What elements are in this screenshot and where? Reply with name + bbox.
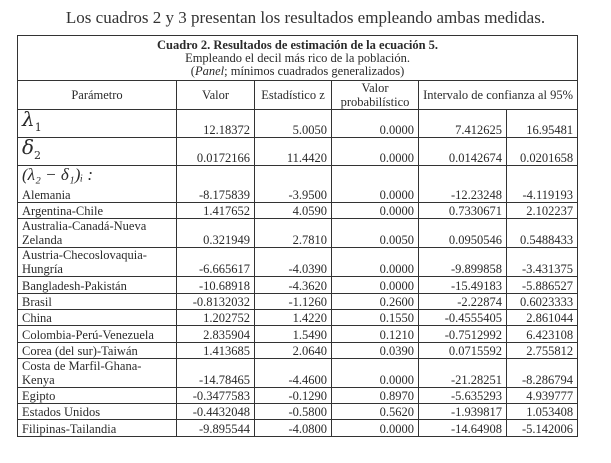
method-panel: Panel [194, 63, 225, 78]
cell-hi: 0.5488433 [507, 219, 578, 248]
cell-z: 2.7810 [255, 219, 332, 248]
cell-z: 4.0590 [255, 203, 332, 219]
table-row [18, 310, 578, 326]
country-name: Colombia-Perú-Venezuela [22, 328, 154, 342]
cell-valor: -6.665617 [177, 248, 255, 277]
header-param: Parámetro [18, 81, 177, 110]
cell-p: 0.0000 [332, 166, 419, 203]
country-name: Costa de Marfil-Ghana-Kenya [22, 359, 142, 387]
cell-z: -4.0390 [255, 248, 332, 277]
country-name: Egipto [22, 389, 56, 403]
cell-hi: -3.431375 [507, 248, 578, 277]
cell-z: -4.3620 [255, 277, 332, 294]
cell-valor: -9.895544 [177, 420, 255, 437]
header-prob: Valor probabilístico [332, 81, 419, 110]
cell-hi: 4.939777 [507, 388, 578, 404]
country-label [18, 310, 177, 326]
cell-lo: -0.7512992 [419, 326, 507, 343]
table-row [18, 166, 578, 203]
cell-z: -1.1260 [255, 294, 332, 310]
header-z: Estadístico z [255, 81, 332, 110]
cell-valor: -0.3477583 [177, 388, 255, 404]
cell-valor: 1.202752 [177, 310, 255, 326]
cell-valor: 2.835904 [177, 326, 255, 343]
table-row [18, 326, 578, 343]
cell-p: 0.0000 [332, 203, 419, 219]
table-caption-row [18, 36, 578, 81]
cell-p: 0.0000 [332, 110, 419, 138]
table-row [18, 219, 578, 248]
cell-valor: -8.175839 [177, 166, 255, 203]
cell-lo: -15.49183 [419, 277, 507, 294]
cell-lo: 0.7330671 [419, 203, 507, 219]
cell-p: 0.0000 [332, 420, 419, 437]
country-label [18, 277, 177, 294]
country-label [18, 326, 177, 343]
cell-hi: 0.6023333 [507, 294, 578, 310]
country-label [18, 294, 177, 310]
lambda-symbol: $\lambda_1$ [22, 109, 42, 134]
country-name: Australia-Canadá-Nueva Zelanda [22, 219, 147, 247]
table-subtitle: Empleando el decil más rico de la población. [185, 50, 410, 65]
country-name: Bangladesh-Pakistán [22, 279, 127, 293]
country-name: Austria-Checoslovaquia-Hungría [22, 248, 147, 276]
param-lambda1 [18, 110, 177, 138]
cell-valor: -14.78465 [177, 359, 255, 388]
cell-lo: -5.635293 [419, 388, 507, 404]
method-rest: ; mínimos cuadrados generalizados) [224, 63, 405, 78]
cell-p: 0.2600 [332, 294, 419, 310]
cell-hi: -5.142006 [507, 420, 578, 437]
country-name: Argentina-Chile [22, 204, 103, 218]
cell-p: 0.1210 [332, 326, 419, 343]
table-row [18, 343, 578, 359]
cell-lo: 7.412625 [419, 110, 507, 138]
country-label [18, 248, 177, 277]
cell-z: -0.1290 [255, 388, 332, 404]
cell-valor: 1.417652 [177, 203, 255, 219]
cell-hi: -5.886527 [507, 277, 578, 294]
header-valor: Valor [177, 81, 255, 110]
country-label [18, 343, 177, 359]
table-row [18, 248, 578, 277]
country-label [18, 219, 177, 248]
table-row [18, 203, 578, 219]
country-label [18, 203, 177, 219]
table-method [22, 65, 573, 78]
cell-lo: -14.64908 [419, 420, 507, 437]
group-symbol: (λ₂ − δ₁)ᵢ : [22, 165, 93, 184]
cell-hi: 1.053408 [507, 404, 578, 420]
country-label [18, 404, 177, 420]
cell-hi: 16.95481 [507, 110, 578, 138]
cell-valor: 0.321949 [177, 219, 255, 248]
cell-lo: -0.4555405 [419, 310, 507, 326]
country-label [18, 388, 177, 404]
country-name: China [22, 311, 52, 325]
table-caption [18, 36, 578, 81]
country-label [18, 359, 177, 388]
cell-hi: 0.0201658 [507, 138, 578, 166]
cell-p: 0.1550 [332, 310, 419, 326]
table-row [18, 404, 578, 420]
table-row [18, 277, 578, 294]
cell-hi: -8.286794 [507, 359, 578, 388]
table-row-lambda1 [18, 110, 578, 138]
table-row [18, 294, 578, 310]
table-row [18, 388, 578, 404]
param-delta2 [18, 138, 177, 166]
country-name: Estados Unidos [22, 405, 101, 419]
cell-lo: 0.0950546 [419, 219, 507, 248]
country-name: Corea (del sur)-Taiwán [22, 344, 138, 358]
cell-valor: 12.18372 [177, 110, 255, 138]
results-table [17, 35, 578, 437]
cell-z: 1.4220 [255, 310, 332, 326]
cell-valor: -0.8132032 [177, 294, 255, 310]
cell-lo: -2.22874 [419, 294, 507, 310]
table-title: Cuadro 2. Resultados de estimación de la ecuación 5. [157, 37, 439, 52]
cell-z: -4.0800 [255, 420, 332, 437]
cell-p: 0.8970 [332, 388, 419, 404]
cell-lo: 0.0715592 [419, 343, 507, 359]
cell-valor: 0.0172166 [177, 138, 255, 166]
country-name: Filipinas-Tailandia [22, 422, 117, 436]
cell-z: 2.0640 [255, 343, 332, 359]
table-row-delta2 [18, 138, 578, 166]
country-label [18, 166, 177, 203]
cell-p: 0.0000 [332, 277, 419, 294]
cell-hi: 6.423108 [507, 326, 578, 343]
cell-p: 0.0050 [332, 219, 419, 248]
cell-p: 0.0000 [332, 248, 419, 277]
delta-symbol: $\delta_2$ [22, 137, 42, 162]
cell-hi: 2.102237 [507, 203, 578, 219]
cell-hi: 2.861044 [507, 310, 578, 326]
cell-z: -3.9500 [255, 166, 332, 203]
cell-valor: -0.4432048 [177, 404, 255, 420]
cell-p: 0.0000 [332, 138, 419, 166]
intro-text: Los cuadros 2 y 3 presentan los resultados empleando ambas medidas. [65, 8, 546, 27]
cell-hi: -4.119193 [507, 166, 578, 203]
country-label [18, 420, 177, 437]
cell-p: 0.5620 [332, 404, 419, 420]
cell-z: -0.5800 [255, 404, 332, 420]
cell-p: 0.0390 [332, 343, 419, 359]
cell-lo: -21.28251 [419, 359, 507, 388]
cell-lo: -1.939817 [419, 404, 507, 420]
cell-lo: -9.899858 [419, 248, 507, 277]
country-name: Alemania [22, 188, 71, 202]
cell-z: 5.0050 [255, 110, 332, 138]
cell-lo: 0.0142674 [419, 138, 507, 166]
cell-hi: 2.755812 [507, 343, 578, 359]
paren-open: ( [190, 63, 195, 78]
table-row [18, 359, 578, 388]
header-row [18, 81, 578, 110]
cell-z: 11.4420 [255, 138, 332, 166]
header-ic: Intervalo de confianza al 95% [419, 81, 578, 110]
cell-z: 1.5490 [255, 326, 332, 343]
cell-valor: -10.68918 [177, 277, 255, 294]
country-name: Brasil [22, 295, 52, 309]
cell-p: 0.0000 [332, 359, 419, 388]
cell-valor: 1.413685 [177, 343, 255, 359]
cell-z: -4.4600 [255, 359, 332, 388]
cell-lo: -12.23248 [419, 166, 507, 203]
table-row [18, 420, 578, 437]
